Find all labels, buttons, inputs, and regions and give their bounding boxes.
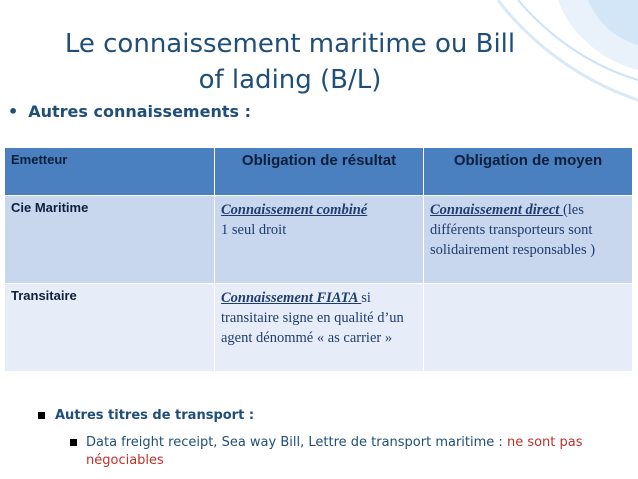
page-title: Le connaissement maritime ou Bill of lading (B/L) [64,29,516,95]
cell-emetteur: Transitaire [5,284,215,372]
table-row [5,196,633,284]
cell-resultat-rest: si transitaire signe en qualité d’un agent dénommé « as carrier » [221,290,404,346]
sub-sub-bullet-body: Data freight receipt, Sea way Bill, Lettre de transport maritime : [86,435,507,450]
cell-moyen [424,284,633,372]
connaissements-table [4,147,633,372]
header-obligation-resultat: Obligation de résultat [215,148,424,196]
header-obligation-moyen: Obligation de moyen [424,148,633,196]
sub-bullet-text: Autres titres de transport : [55,408,255,423]
table-row [5,284,633,372]
square-bullet-icon [70,439,77,446]
cell-moyen-rest: (les différents transporteurs sont solidairement responsables ) [430,202,596,258]
cell-resultat-rest: 1 seul droit [221,222,287,238]
sub-bullet-autres-titres [38,408,254,423]
table-header-row [5,148,633,196]
header-emetteur: Emetteur [5,148,215,196]
sub-sub-bullet-titres [70,434,630,470]
cell-moyen [424,196,633,284]
cell-resultat-emph: Connaissement combiné [221,202,368,218]
sub-sub-bullet-text [86,434,630,470]
square-bullet-icon [38,412,45,419]
cell-moyen-emph: Connaissement direct [430,202,563,218]
sub-sub-bullet-highlight: ne sont pas négociables [86,435,583,468]
cell-resultat [215,196,424,284]
bullet-autres-connaissements [8,102,251,121]
bullet-dot-icon: • [8,102,19,121]
cell-emetteur: Cie Maritime [5,196,215,284]
cell-resultat [215,284,424,372]
cell-resultat-emph: Connaissement FIATA [221,290,362,306]
bullet-text: Autres connaissements : [28,102,251,121]
